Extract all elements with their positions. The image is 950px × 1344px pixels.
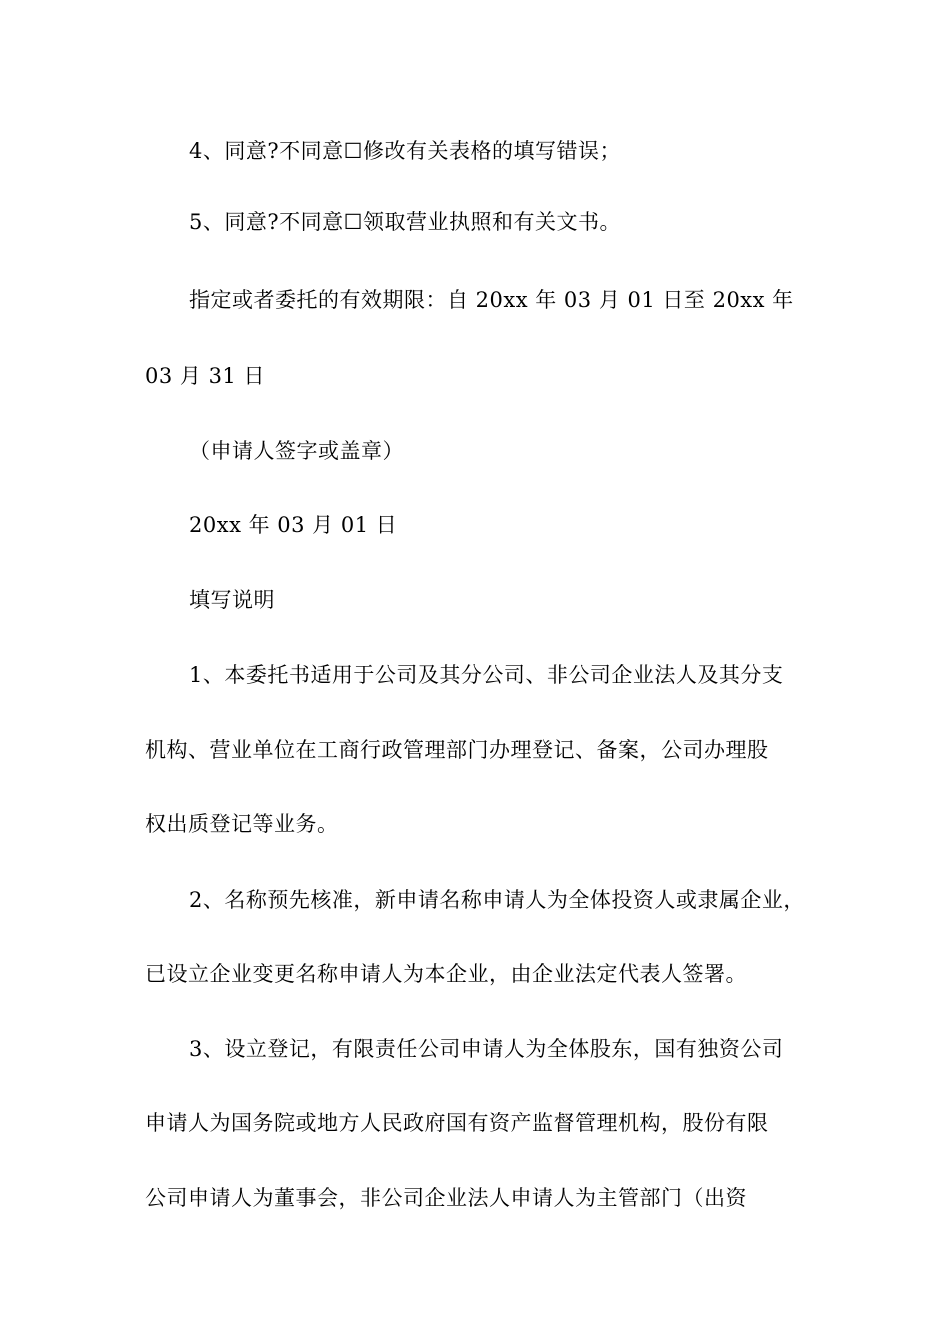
validity-period-line-1: 指定或者委托的有效期限：自 20xx 年 03 月 01 日至 20xx 年 [189,288,794,312]
instruction-2-line-1: 2、名称预先核准，新申请名称申请人为全体投资人或隶属企业， [189,888,805,912]
validity-period-line-2: 03 月 31 日 [145,364,265,388]
signature-label: （申请人签字或盖章） [189,439,404,463]
consent-item-5: 5、同意?不同意☐领取营业执照和有关文书。 [189,210,621,234]
consent-item-4: 4、同意?不同意☐修改有关表格的填写错误； [189,139,621,163]
instruction-1-line-3: 权出质登记等业务。 [145,812,339,836]
instruction-3-line-1: 3、设立登记，有限责任公司申请人为全体股东，国有独资公司 [189,1037,784,1061]
instruction-3-line-2: 申请人为国务院或地方人民政府国有资产监督管理机构，股份有限 [145,1111,769,1135]
instruction-3-line-3: 公司申请人为董事会，非公司企业法人申请人为主管部门（出资 [145,1186,747,1210]
instructions-heading: 填写说明 [189,588,275,612]
instruction-2-line-2: 已设立企业变更名称申请人为本企业，由企业法定代表人签署。 [145,962,747,986]
instruction-1-line-1: 1、本委托书适用于公司及其分公司、非公司企业法人及其分支 [189,663,784,687]
signature-date: 20xx 年 03 月 01 日 [189,513,398,537]
instruction-1-line-2: 机构、营业单位在工商行政管理部门办理登记、备案，公司办理股 [145,738,769,762]
